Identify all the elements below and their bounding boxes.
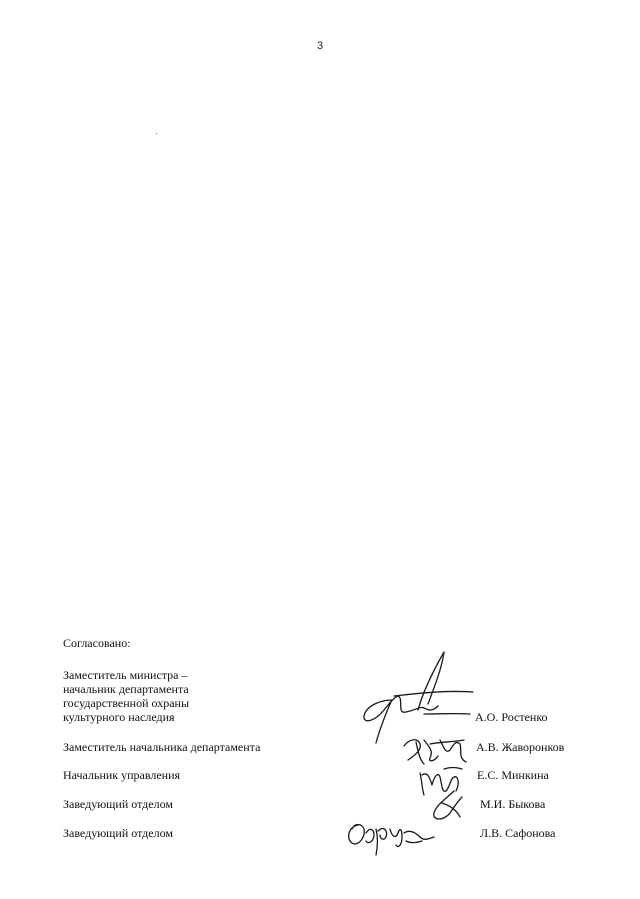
position-line: Заместитель начальника департамента xyxy=(63,740,261,754)
approval-heading: Согласовано: xyxy=(63,636,131,650)
approval-heading-block xyxy=(63,636,131,650)
signatory-1-position xyxy=(63,668,189,724)
scan-speck xyxy=(156,133,157,134)
position-line: Начальник управления xyxy=(63,768,181,782)
signatory-4-name: М.И. Быкова xyxy=(480,797,546,811)
position-line: Заведующий отделом xyxy=(63,797,173,811)
page-number: 3 xyxy=(316,40,324,52)
signatory-3-name: Е.С. Минкина xyxy=(477,768,549,782)
signatory-5-position xyxy=(63,826,173,840)
signatory-2-name: А.В. Жаворонков xyxy=(476,740,565,754)
signatory-2-position xyxy=(63,740,260,754)
signatory-3-position xyxy=(63,768,180,782)
position-line: государственной охраны xyxy=(63,696,190,710)
signatory-4-position xyxy=(63,797,173,811)
signature-safonova xyxy=(344,815,439,860)
position-line: культурного наследия xyxy=(63,710,175,724)
position-line: начальник департамента xyxy=(63,682,189,696)
position-line: Заместитель министра – xyxy=(63,668,188,682)
signature-zhavoronkov xyxy=(400,732,470,767)
signatory-1-name: А.О. Ростенко xyxy=(475,710,548,724)
position-line: Заведующий отделом xyxy=(63,826,173,840)
signatory-5-name: Л.В. Сафонова xyxy=(480,826,556,840)
